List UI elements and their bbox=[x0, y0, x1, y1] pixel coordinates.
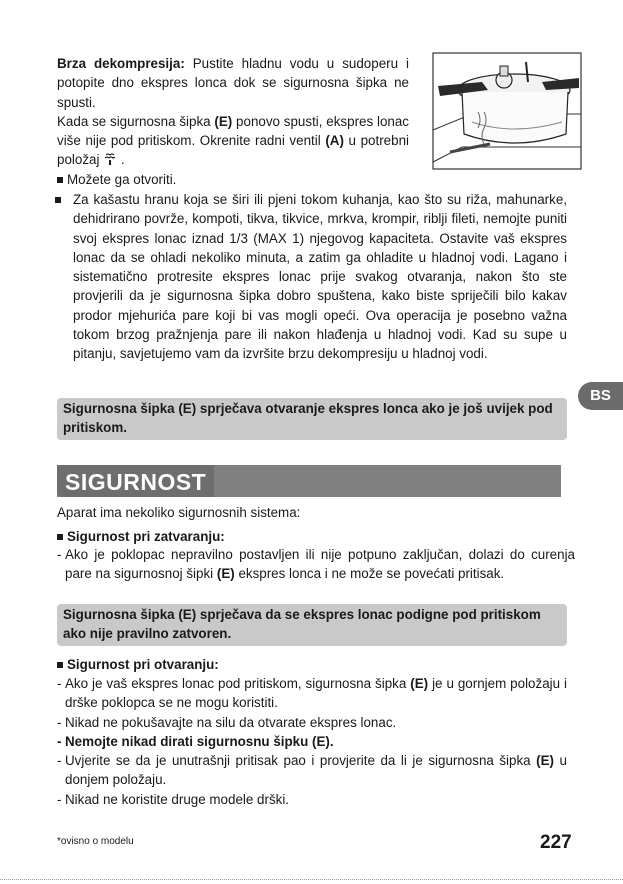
footnote: *ovisno o modelu bbox=[57, 836, 134, 847]
dash: - bbox=[57, 676, 62, 691]
quick-decompression-lead: Brza dekompresija: bbox=[57, 56, 185, 71]
opening-item-2-text: Nikad ne pokušavajte na silu da otvarate ekspres lonac. bbox=[65, 714, 397, 730]
opening-item-4 bbox=[57, 751, 567, 790]
opening-item-2 bbox=[57, 713, 567, 732]
dash: - bbox=[57, 733, 62, 749]
dash: - bbox=[57, 547, 62, 562]
language-tab: BS bbox=[578, 382, 623, 410]
opening-item-5-text: Nikad ne koristite druge modele drški. bbox=[65, 791, 290, 807]
p2-end: . bbox=[117, 152, 125, 168]
closing-safety-item bbox=[57, 545, 575, 584]
square-bullet-icon bbox=[57, 662, 63, 668]
closing-text-a: Ako je poklopac nepravilno postavljen ili nije potpuno zaključan, dolazi do curenja pare na sigurnosnoj šipki bbox=[65, 547, 575, 582]
p2-text-c: u potrebni položaj bbox=[57, 133, 409, 168]
opening-item-3 bbox=[57, 732, 567, 751]
section-title: SIGURNOST bbox=[57, 465, 214, 497]
ref-e: (E) bbox=[216, 566, 235, 582]
safety-rod-note-1: Sigurnosna šipka (E) sprječava otvaranje ekspres lonca ako je još uvijek pod pritiskom. bbox=[57, 398, 567, 440]
bullet-can-open bbox=[57, 170, 409, 189]
page-number: 227 bbox=[540, 832, 572, 853]
opening-item-1 bbox=[57, 674, 567, 713]
opening-item-3-text: Nemojte nikad dirati sigurnosnu šipku (E). bbox=[65, 733, 334, 749]
quick-decompression-p2 bbox=[57, 112, 409, 170]
quick-decompression-p1 bbox=[57, 54, 409, 112]
section-intro: Aparat ima nekoliko sigurnosnih sistema: bbox=[57, 505, 301, 520]
steam-position-icon bbox=[103, 152, 117, 166]
p1-text: Pustite hladnu vodu u sudoperu i potopite dno ekspres lonca dok se sigurnosna šipka ne spusti. bbox=[57, 56, 409, 110]
foamy-food-warning bbox=[57, 190, 567, 364]
dash: - bbox=[57, 753, 62, 769]
pressure-cooker-sink-illustration bbox=[432, 52, 582, 170]
opening-safety-heading bbox=[57, 655, 567, 674]
opening-item-4-b: u donjem položaju. bbox=[65, 753, 567, 788]
p2-text-b: ponovo spusti, ekspres lonac više nije pod pritiskom. Okrenite radni ventil bbox=[57, 113, 409, 149]
opening-safety-list bbox=[57, 674, 567, 809]
dash: - bbox=[57, 714, 62, 730]
square-bullet-icon bbox=[55, 197, 61, 203]
p2-text-a: Kada se sigurnosna šipka bbox=[57, 113, 215, 129]
ref-e: (E) bbox=[536, 753, 555, 769]
opening-safety-heading-text: Sigurnost pri otvaranju: bbox=[67, 657, 219, 672]
bullet-can-open-text: Možete ga otvoriti. bbox=[67, 171, 177, 187]
square-bullet-icon bbox=[57, 177, 63, 183]
closing-safety-heading bbox=[57, 527, 567, 546]
opening-item-1-b: je u gornjem položaju i drške poklopca se ne mogu koristiti. bbox=[65, 676, 567, 711]
ref-e: (E) bbox=[214, 113, 233, 129]
ref-e: (E) bbox=[410, 676, 429, 691]
dash: - bbox=[57, 791, 62, 807]
square-bullet-icon bbox=[57, 534, 63, 540]
closing-safety-heading-text: Sigurnost pri zatvaranju: bbox=[67, 529, 225, 544]
closing-text-b: ekspres lonca i ne može se povećati pritisak. bbox=[234, 566, 505, 582]
opening-item-1-a: Ako je vaš ekspres lonac pod pritiskom, sigurnosna šipka bbox=[65, 676, 411, 691]
foamy-food-text: Za kašastu hranu koja se širi ili pjeni tokom kuhanja, kao što su riža, mahunarke, dehidrirano povrže, kompoti, tikva, tikvice, mrkva, krompir, riblji fileti, nemojte puniti svoj ekspres lonac iznad 1/3 (MAX 1) njegovog kapaciteta. Ostavite vaš ekspres lonac da se ohladi nekoliko minuta, a zatim ga ohladite u hladnoj vodi. Lagano i sistematično protresite ekspres lonac prije svakog otvaranja, nakon što ste provjerili da je sigurnosna šipka dobro spuštena, kako biste spriječili bilo kakav prodor mjehurića pare koji bi vas mogli opeći. Ova operacija je posebno važna tokom brzog pražnjenja pare ili nakon hlađenja u hladnoj vodi. Kad su supe u pitanju, savjetujemo vam da izvršite brzu dekompresiju u hladnoj vodi. bbox=[73, 192, 567, 362]
quick-decompression-text bbox=[57, 54, 409, 189]
bottom-divider bbox=[0, 879, 623, 881]
opening-item-5 bbox=[57, 790, 567, 809]
opening-item-4-a: Uvjerite se da je unutrašnji pritisak pao i provjerite da li je sigurnosna šipka bbox=[65, 753, 537, 769]
ref-a: (A) bbox=[325, 133, 344, 149]
safety-rod-note-2: Sigurnosna šipka (E) sprječava da se ekspres lonac podigne pod pritiskom ako nije pravilno zatvoren. bbox=[57, 604, 567, 646]
foamy-food-bullet bbox=[57, 190, 567, 364]
